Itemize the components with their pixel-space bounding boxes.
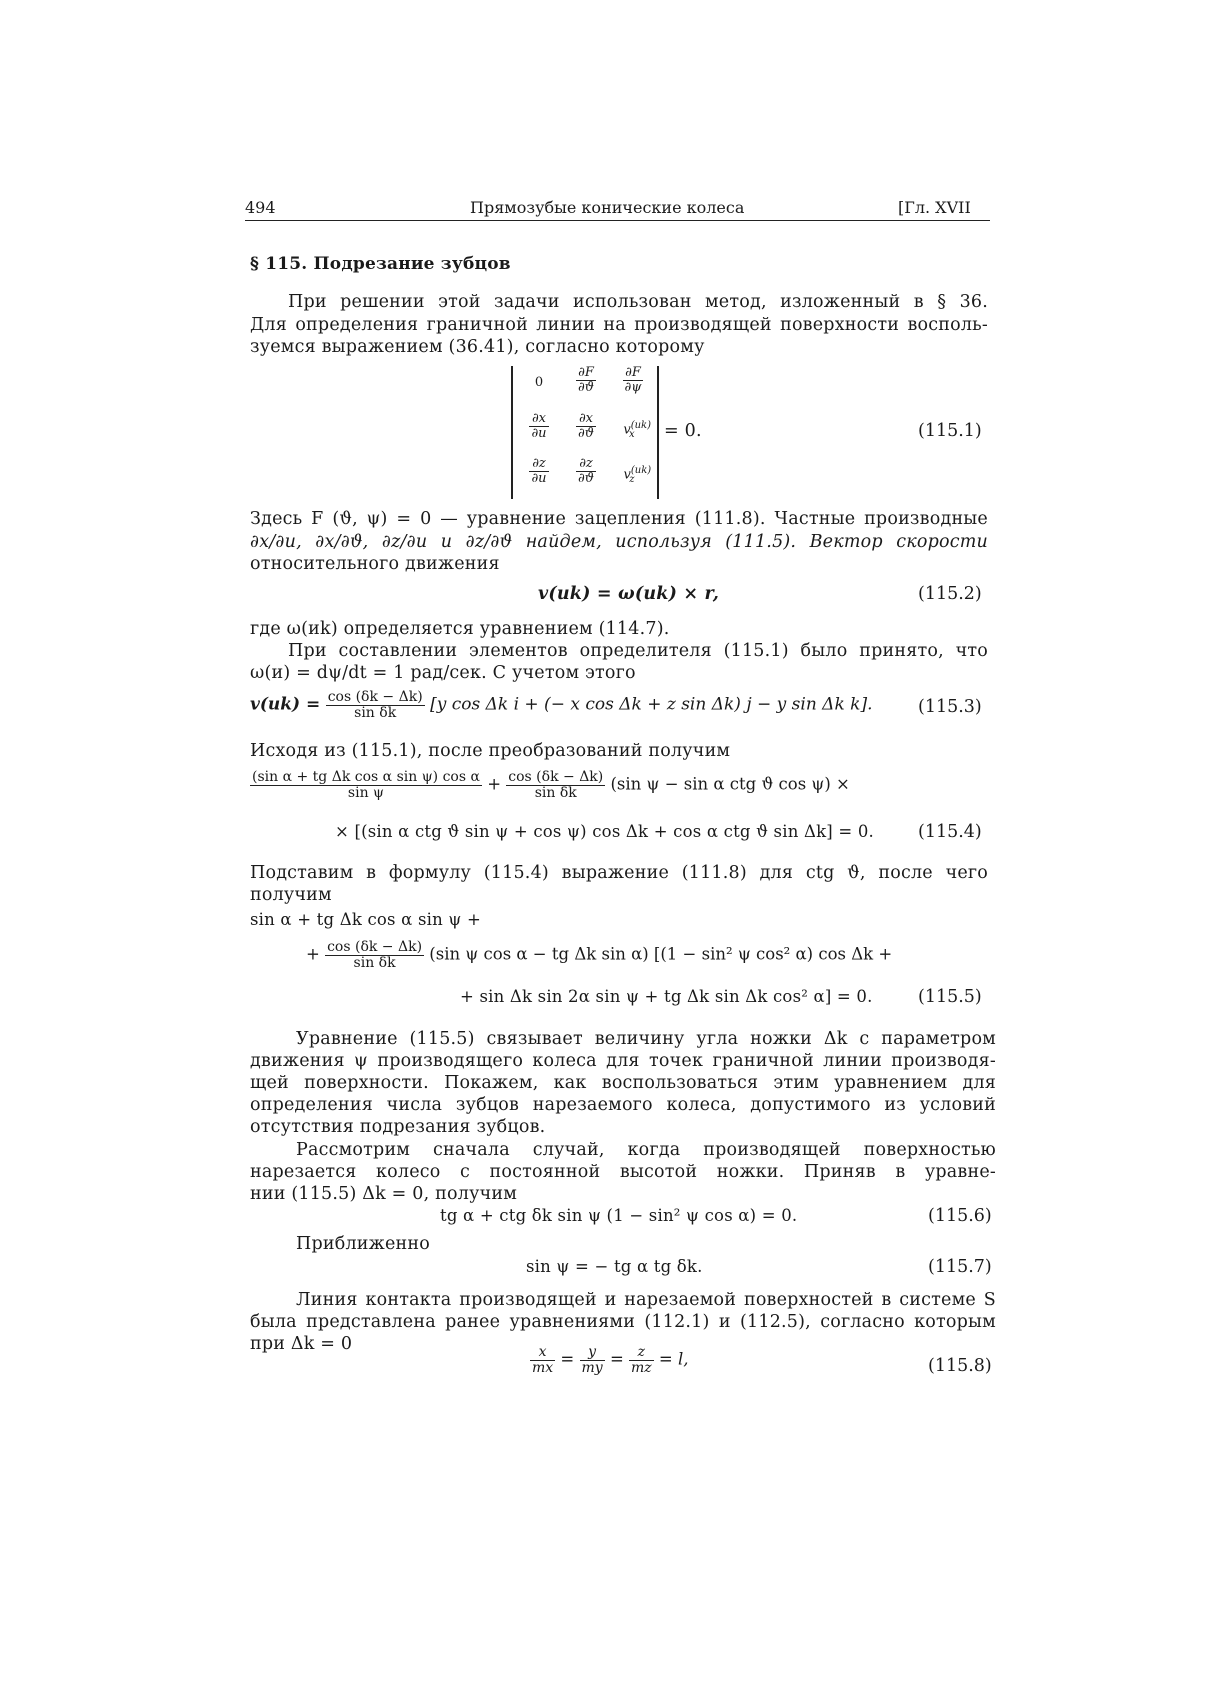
- p2-line2: ∂x/∂u, ∂x/∂ϑ, ∂z/∂u и ∂z/∂ϑ найдем, используя (111.5). Вектор скорости: [250, 532, 988, 552]
- eq4-f1-num: (sin α + tg Δk cos α sin ψ) cos α: [252, 769, 480, 785]
- eq8-eq1: =: [560, 1349, 575, 1369]
- det-r1c1: 0: [534, 375, 544, 390]
- p2-line3: относительного движения: [250, 554, 500, 574]
- p6-line2: движения ψ производящего колеса для точек граничной линии производя-: [250, 1051, 996, 1071]
- p2-line1: Здесь F (ϑ, ψ) = 0 — уравнение зацепления (111.8). Частные производные: [250, 509, 988, 529]
- eq3-rest: [y cos Δk i + (− x cos Δk + z sin Δk) j − y sin Δk k].: [430, 694, 873, 715]
- eq4-plus: +: [487, 774, 502, 794]
- eq4-f2-den: sin δk: [534, 784, 577, 801]
- p5-line2: получим: [250, 885, 332, 905]
- section-title: § 115. Подрезание зубцов: [250, 254, 511, 274]
- eq5-plus: +: [306, 944, 320, 964]
- det-r3c3-sub: z: [629, 473, 635, 485]
- det-r2c2-den: ∂ϑ: [577, 425, 594, 441]
- p8: Приближенно: [296, 1234, 430, 1254]
- p3-line2: При составлении элементов определителя (115.1) было принято, что: [288, 641, 988, 661]
- eq3-lhs: v(иk) =: [250, 694, 321, 715]
- p7-line3: нии (115.5) Δk = 0, получим: [250, 1184, 518, 1204]
- eq8-eq2: =: [609, 1349, 624, 1369]
- header-rule: [245, 220, 990, 221]
- p3-line1: где ω(иk) определяется уравнением (114.7).: [250, 619, 670, 639]
- eq5-rest: (sin ψ cos α − tg Δk sin α) [(1 − sin² ψ cos² α) cos Δk +: [429, 944, 893, 964]
- p9-line3: при Δk = 0: [250, 1334, 353, 1354]
- equation-115-2: v(иk) = ω(иk) × r,: [538, 584, 719, 604]
- eqno-115-6: (115.6): [928, 1206, 992, 1226]
- eqno-115-8: (115.8): [928, 1356, 992, 1376]
- eq4-f2-num: cos (δk − Δk): [508, 769, 604, 785]
- det-r1c3-num: ∂F: [623, 366, 644, 381]
- p6-line1: Уравнение (115.5) связывает величину угла ножки Δk с параметром: [296, 1029, 996, 1049]
- eq5-line3: + sin Δk sin 2α sin ψ + tg Δk sin Δk cos² α] = 0.: [460, 987, 873, 1006]
- eq3-frac-den: sin δk: [354, 704, 397, 721]
- eqno-115-5: (115.5): [918, 987, 982, 1007]
- det-r3c1-den: ∂u: [531, 470, 547, 486]
- eq8-f2-den: my: [581, 1359, 603, 1376]
- det-r2c1-den: ∂u: [531, 425, 547, 441]
- equation-115-3: [250, 690, 873, 720]
- det-r2c3: v: [623, 422, 631, 438]
- equation-115-7: sin ψ = − tg α tg δk.: [526, 1257, 703, 1276]
- eq8-f1-den: mx: [532, 1359, 554, 1376]
- eq4-rest1: (sin ψ − sin α ctg ϑ cos ψ) ×: [610, 774, 850, 794]
- det-r2c3-sup: (иk): [630, 420, 652, 431]
- det-r3c3-sup: (иk): [630, 465, 652, 476]
- p9-line2: была представлена ранее уравнениями (112.1) и (112.5), согласно которым: [250, 1312, 996, 1332]
- det-r1c2-den: ∂ϑ: [577, 379, 594, 395]
- eqno-115-7: (115.7): [928, 1257, 992, 1277]
- equation-115-4: [250, 770, 850, 800]
- p1-line3: зуемся выражением (36.41), согласно которому: [250, 337, 705, 357]
- det-r2c2-num: ∂x: [576, 412, 596, 427]
- eq8-tail: = l,: [658, 1349, 689, 1369]
- det-r3c2-num: ∂z: [576, 457, 596, 472]
- p1-line1: При решении этой задачи использован метод, изложенный в § 36.: [288, 292, 988, 312]
- p1-line2: Для определения граничной линии на производящей поверхности восполь-: [250, 315, 988, 335]
- eq8-f2-num: y: [580, 1345, 605, 1361]
- equation-115-8: [530, 1345, 689, 1375]
- eq5-frac-den: sin δk: [353, 954, 396, 971]
- eq3-frac-num: cos (δk − Δk): [327, 689, 423, 705]
- det-r3c2-den: ∂ϑ: [577, 470, 594, 486]
- eq5-line2: [306, 940, 892, 970]
- p6-line5: отсутствия подрезания зубцов.: [250, 1117, 546, 1137]
- chapter-label: [Гл. XVII: [898, 198, 971, 217]
- det-r3c3: v: [623, 467, 631, 483]
- det-r2c3-sub: x: [629, 428, 635, 440]
- eq4-line2: × [(sin α ctg ϑ sin ψ + cos ψ) cos Δk + cos α ctg ϑ sin Δk] = 0.: [335, 822, 874, 841]
- p3-line3: ω(и) = dψ/dt = 1 рад/сек. С учетом этого: [250, 663, 636, 683]
- eq5-frac-num: cos (δk − Δk): [327, 939, 423, 955]
- eqno-115-1: (115.1): [918, 421, 982, 441]
- determinant-left-bar: [511, 366, 513, 499]
- eq8-f1-num: x: [530, 1345, 555, 1361]
- p4: Исходя из (115.1), после преобразований получим: [250, 741, 731, 761]
- det-r1c2-num: ∂F: [576, 366, 596, 381]
- determinant-right-bar: [657, 366, 659, 499]
- det-r1c3-den: ∂ψ: [624, 379, 642, 395]
- det-r2c1-num: ∂x: [529, 412, 548, 427]
- p6-line4: определения числа зубцов нарезаемого колеса, допустимого из условий: [250, 1095, 996, 1115]
- eq5-line1: sin α + tg Δk cos α sin ψ +: [250, 910, 481, 929]
- p7-line2: нарезается колесо с постоянной высотой ножки. Приняв в уравне-: [250, 1162, 996, 1182]
- equation-115-6: tg α + ctg δk sin ψ (1 − sin² ψ cos α) = 0.: [440, 1206, 798, 1225]
- eqno-115-3: (115.3): [918, 697, 982, 717]
- eq8-f3-num: z: [629, 1345, 654, 1361]
- det-r3c1-num: ∂z: [529, 457, 548, 472]
- det-rhs: = 0.: [664, 421, 702, 441]
- running-title: Прямозубые конические колеса: [470, 198, 745, 217]
- page-number: 494: [245, 198, 276, 217]
- eqno-115-2: (115.2): [918, 584, 982, 604]
- eq4-f1-den: sin ψ: [347, 784, 385, 801]
- p5-line1: Подставим в формулу (115.4) выражение (111.8) для ctg ϑ, после чего: [250, 863, 988, 883]
- p6-line3: щей поверхности. Покажем, как воспользоваться этим уравнением для: [250, 1073, 996, 1093]
- p7-line1: Рассмотрим сначала случай, когда производящей поверхностью: [296, 1140, 996, 1160]
- eq8-f3-den: mz: [631, 1359, 652, 1376]
- eqno-115-4: (115.4): [918, 822, 982, 842]
- p9-line1: Линия контакта производящей и нарезаемой поверхностей в системе S: [296, 1290, 996, 1310]
